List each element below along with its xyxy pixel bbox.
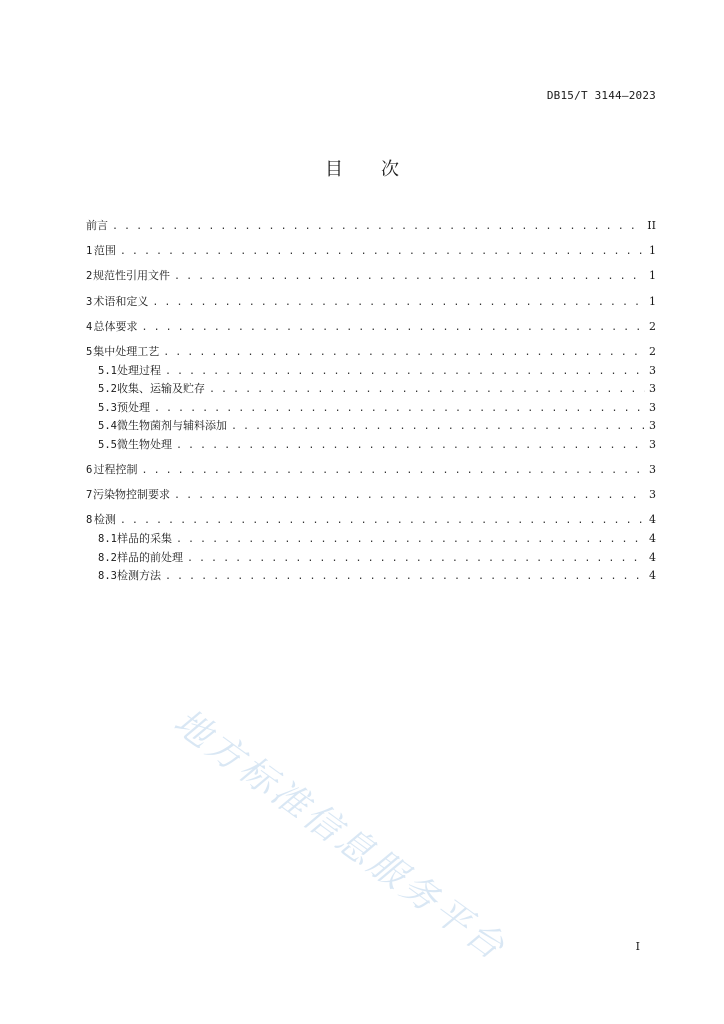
toc-entry-page: 3 bbox=[649, 382, 656, 396]
toc-entry-label: 样品的采集 bbox=[116, 532, 172, 546]
toc-entry-label: 处理过程 bbox=[116, 363, 161, 377]
toc-entry-number: 8.2 bbox=[98, 551, 117, 564]
toc-entry-page: 3 bbox=[649, 488, 656, 502]
toc-entry-number: 7 bbox=[86, 489, 93, 502]
toc-entry-page: 4 bbox=[649, 569, 656, 583]
toc-leader-dots bbox=[209, 382, 645, 398]
toc-entry-number: 5.1 bbox=[98, 364, 117, 377]
toc-entry-label: 污染物控制要求 bbox=[93, 488, 171, 502]
toc-entry-number: 4 bbox=[86, 320, 93, 333]
toc-entry-label: 总体要求 bbox=[93, 319, 138, 333]
toc-entry-page: 1 bbox=[649, 244, 656, 258]
watermark-text: 地方标准信息服务平台 bbox=[166, 701, 514, 970]
toc-entry-page: 2 bbox=[649, 344, 656, 358]
toc-leader-dots bbox=[142, 463, 645, 479]
toc-entry-8-3[interactable] bbox=[86, 568, 656, 587]
toc-entry-6[interactable] bbox=[86, 462, 656, 487]
toc-entry-5-4[interactable] bbox=[86, 418, 656, 437]
toc-leader-dots bbox=[112, 219, 643, 235]
toc-leader-dots bbox=[231, 419, 645, 435]
toc-entry-number: 8.1 bbox=[98, 533, 117, 546]
toc-entry-5-2[interactable] bbox=[86, 381, 656, 400]
toc-entry-label: 过程控制 bbox=[93, 463, 138, 477]
toc-entry-4[interactable] bbox=[86, 319, 656, 344]
toc-entry-8[interactable] bbox=[86, 512, 656, 531]
toc-entry-number: 5 bbox=[86, 345, 93, 358]
toc-leader-dots bbox=[165, 569, 645, 585]
toc-entry-page: 3 bbox=[649, 400, 656, 414]
toc-entry-label: 检测 bbox=[93, 513, 116, 527]
toc-entry-label: 预处理 bbox=[116, 400, 150, 414]
toc-entry-number: 5.4 bbox=[98, 420, 117, 433]
table-of-contents bbox=[86, 218, 656, 587]
toc-entry-label: 微生物处理 bbox=[116, 437, 172, 451]
toc-entry-number: 2 bbox=[86, 270, 93, 283]
toc-leader-dots bbox=[154, 401, 645, 417]
toc-entry-1[interactable] bbox=[86, 243, 656, 268]
toc-leader-dots bbox=[152, 295, 645, 311]
toc-entry-number: 8.3 bbox=[98, 570, 117, 583]
toc-leader-dots bbox=[174, 488, 645, 504]
toc-entry-page: 4 bbox=[649, 550, 656, 564]
toc-leader-dots bbox=[176, 532, 645, 548]
toc-entry-label: 微生物菌剂与辅料添加 bbox=[116, 419, 227, 433]
toc-title-char-2: 次 bbox=[381, 159, 399, 180]
toc-leader-dots bbox=[120, 513, 645, 529]
toc-entry-foreword[interactable] bbox=[86, 218, 656, 243]
page-number: I bbox=[635, 940, 640, 953]
toc-title-char-1: 目 bbox=[325, 159, 343, 180]
toc-entry-2[interactable] bbox=[86, 268, 656, 293]
toc-entry-page: 3 bbox=[649, 437, 656, 451]
toc-leader-dots bbox=[176, 438, 645, 454]
toc-entry-5-1[interactable] bbox=[86, 363, 656, 382]
toc-entry-page: 3 bbox=[649, 419, 656, 433]
toc-entry-number: 5.3 bbox=[98, 401, 117, 414]
toc-entry-page: II bbox=[647, 219, 656, 232]
toc-entry-number: 6 bbox=[86, 464, 93, 477]
toc-entry-3[interactable] bbox=[86, 294, 656, 319]
toc-entry-5-5[interactable] bbox=[86, 437, 656, 462]
toc-entry-number: 3 bbox=[86, 295, 93, 308]
toc-entry-number: 8 bbox=[86, 514, 93, 527]
toc-leader-dots bbox=[165, 364, 645, 380]
toc-leader-dots bbox=[163, 345, 645, 361]
toc-entry-8-2[interactable] bbox=[86, 550, 656, 569]
document-code: DB15/T 3144—2023 bbox=[546, 89, 656, 102]
toc-entry-label: 术语和定义 bbox=[93, 294, 149, 308]
toc-entry-7[interactable] bbox=[86, 487, 656, 512]
toc-entry-5[interactable] bbox=[86, 344, 656, 363]
toc-entry-label: 范围 bbox=[93, 244, 116, 258]
toc-entry-label: 集中处理工艺 bbox=[93, 344, 160, 358]
toc-entry-page: 3 bbox=[649, 363, 656, 377]
toc-entry-page: 4 bbox=[649, 532, 656, 546]
toc-title bbox=[0, 155, 724, 181]
toc-entry-page: 1 bbox=[649, 294, 656, 308]
toc-entry-page: 2 bbox=[649, 319, 656, 333]
toc-entry-5-3[interactable] bbox=[86, 400, 656, 419]
toc-leader-dots bbox=[120, 244, 645, 260]
toc-leader-dots bbox=[142, 320, 645, 336]
toc-entry-number: 5.5 bbox=[98, 438, 117, 451]
toc-leader-dots bbox=[174, 269, 645, 285]
toc-entry-number: 1 bbox=[86, 245, 93, 258]
toc-entry-8-1[interactable] bbox=[86, 531, 656, 550]
toc-entry-label: 规范性引用文件 bbox=[93, 269, 171, 283]
toc-entry-page: 3 bbox=[649, 463, 656, 477]
toc-leader-dots bbox=[187, 551, 645, 567]
toc-entry-number: 5.2 bbox=[98, 383, 117, 396]
toc-entry-label: 收集、运输及贮存 bbox=[116, 382, 205, 396]
toc-entry-label: 检测方法 bbox=[116, 569, 161, 583]
toc-entry-page: 1 bbox=[649, 269, 656, 283]
toc-entry-label: 样品的前处理 bbox=[116, 550, 183, 564]
toc-entry-page: 4 bbox=[649, 513, 656, 527]
toc-entry-label: 前言 bbox=[86, 219, 108, 232]
